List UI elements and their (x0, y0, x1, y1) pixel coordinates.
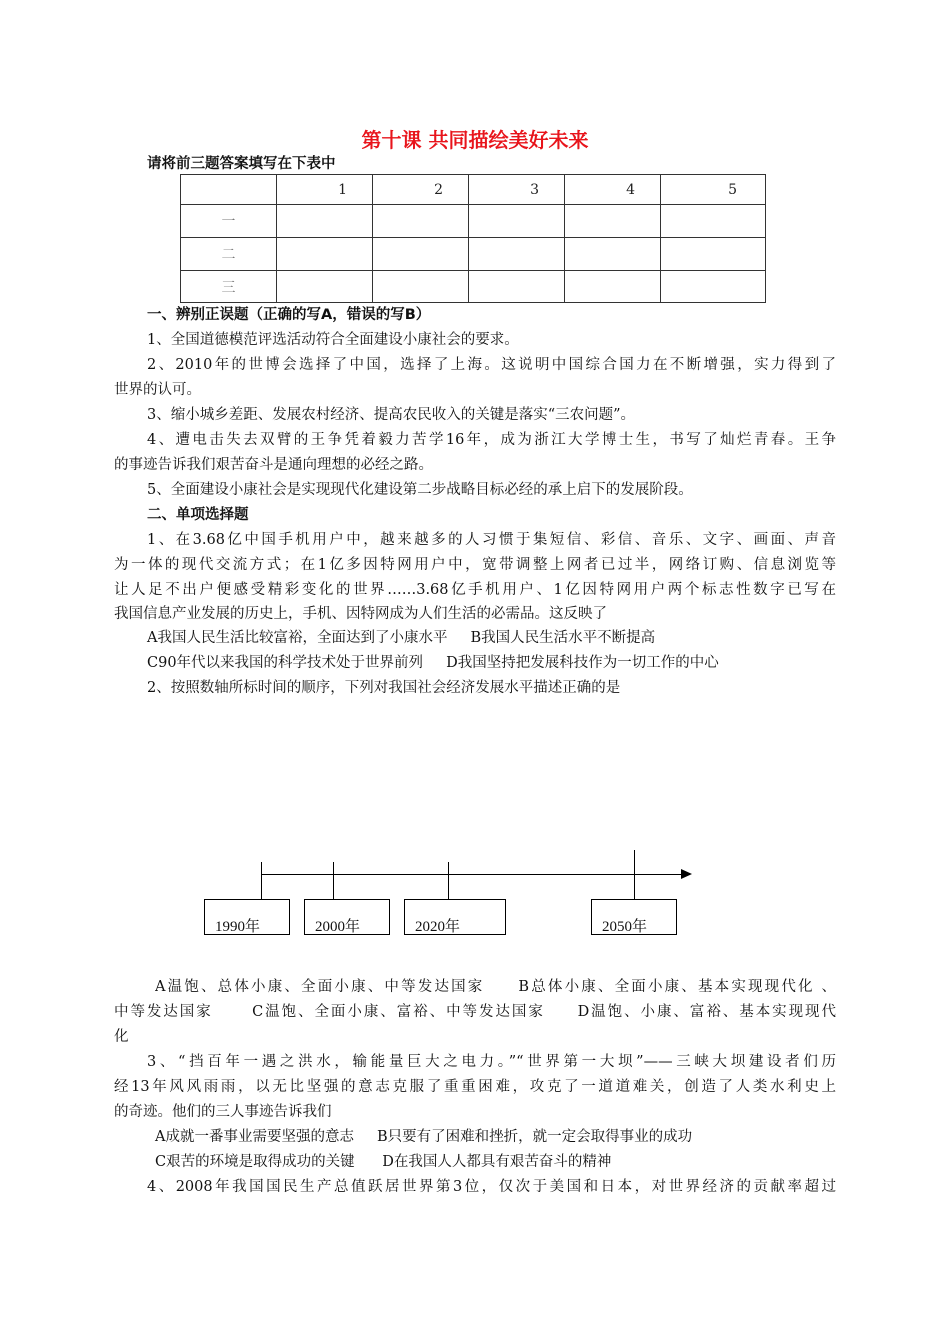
year-box (404, 899, 506, 935)
row-label: 三 (181, 271, 277, 303)
option-line: A我国人民生活比较富裕，全面达到了小康水平 B我国人民生活水平不断提高 (147, 630, 656, 646)
answer-cell[interactable] (469, 205, 565, 238)
option-line: C艰苦的环境是取得成功的关键 D在我国人人都具有艰苦奋斗的精神 (155, 1154, 612, 1170)
year-label: 2050年 (602, 919, 648, 935)
timeline-tick (333, 862, 334, 899)
year-label: 1990年 (215, 919, 261, 935)
option-line: 中等发达国家 C温饱、全面小康、富裕、中等发达国家 D温饱、小康、富裕、基本实现现代 (114, 1004, 836, 1020)
page-title: 第十课 共同描绘美好未来 (361, 128, 589, 152)
table-header-cell: 5 (661, 175, 766, 205)
text-line: 世界的认可。 (114, 382, 201, 398)
text-line: 3、“挡百年一遇之洪水，输能量巨大之电力。”“世界第一大坝”——三峡大坝建设者们历 (147, 1054, 836, 1070)
answer-cell[interactable] (661, 238, 766, 271)
table-header-cell (181, 175, 277, 205)
text-line: 1、在3.68亿中国手机用户中，越来越多的人习惯于集短信、彩信、音乐、文字、画面、声音 (147, 532, 836, 548)
timeline-tick (448, 862, 449, 899)
table-header-cell: 4 (565, 175, 661, 205)
row-label: 二 (181, 238, 277, 271)
answer-table (180, 174, 766, 303)
year-box (204, 899, 290, 935)
text-line: 5、全面建设小康社会是实现现代化建设第二步战略目标必经的承上启下的发展阶段。 (147, 482, 693, 498)
row-label: 一 (181, 205, 277, 238)
answer-cell[interactable] (277, 271, 373, 303)
answer-cell[interactable] (373, 271, 469, 303)
answer-cell[interactable] (373, 238, 469, 271)
answer-cell[interactable] (469, 238, 565, 271)
instruction: 请将前三题答案填写在下表中 (147, 156, 336, 172)
timeline-axis (261, 874, 681, 875)
text-line: 经13年风风雨雨，以无比坚强的意志克服了重重困难，攻克了一道道难关，创造了人类水利史上 (114, 1079, 836, 1095)
section1-heading: 一、辨别正误题（正确的写A，错误的写B） (147, 307, 431, 323)
answer-cell[interactable] (565, 271, 661, 303)
answer-cell[interactable] (661, 271, 766, 303)
option-line: 化 (114, 1029, 129, 1045)
text-line: 4、2008年我国国民生产总值跃居世界第3位，仅次于美国和日本，对世界经济的贡献率超过 (147, 1179, 836, 1195)
text-line: 2、按照数轴所标时间的顺序，下列对我国社会经济发展水平描述正确的是 (147, 680, 621, 696)
answer-cell[interactable] (565, 238, 661, 271)
table-header-cell: 1 (277, 175, 373, 205)
answer-cell[interactable] (373, 205, 469, 238)
answer-cell[interactable] (661, 205, 766, 238)
arrow-head-icon (681, 869, 692, 879)
text-line: 的奇迹。他们的三人事迹告诉我们 (114, 1104, 332, 1120)
text-line: 我国信息产业发展的历史上，手机、因特网成为人们生活的必需品。这反映了 (114, 606, 607, 622)
option-line: C90年代以来我国的科学技术处于世界前列 D我国坚持把发展科技作为一切工作的中心 (147, 655, 719, 671)
text-line: 为一体的现代交流方式；在1亿多因特网用户中，宽带调整上网者已过半，网络订购、信息浏览等 (114, 557, 836, 573)
text-line: 4、遭电击失去双臂的王争凭着毅力苦学16年，成为浙江大学博士生，书写了灿烂青春。王争 (147, 432, 836, 448)
year-box (591, 899, 677, 935)
text-line: 3、缩小城乡差距、发展农村经济、提高农民收入的关键是落实“三农问题”。 (147, 407, 636, 423)
text-line: 2、2010年的世博会选择了中国，选择了上海。这说明中国综合国力在不断增强，实力得到了 (147, 357, 836, 373)
text-line: 1、全国道德模范评选活动符合全面建设小康社会的要求。 (147, 332, 519, 348)
answer-cell[interactable] (469, 271, 565, 303)
option-line: A成就一番事业需要坚强的意志 B只要有了困难和挫折，就一定会取得事业的成功 (155, 1129, 693, 1145)
year-box (304, 899, 390, 935)
option-line: A温饱、总体小康、全面小康、中等发达国家 B总体小康、全面小康、基本实现现代化 、 (155, 979, 836, 995)
timeline-tick (261, 862, 262, 899)
text-line: 的事迹告诉我们艰苦奋斗是通向理想的必经之路。 (114, 457, 433, 473)
table-header-cell: 2 (373, 175, 469, 205)
answer-cell[interactable] (277, 238, 373, 271)
year-label: 2000年 (315, 919, 361, 935)
text-line: 让人足不出户便感受精彩变化的世界……3.68亿手机用户、1亿因特网用户两个标志性数字已写在 (114, 582, 836, 598)
timeline-tick (634, 850, 635, 899)
answer-cell[interactable] (565, 205, 661, 238)
table-header-cell: 3 (469, 175, 565, 205)
section2-heading: 二、单项选择题 (147, 507, 249, 523)
year-label: 2020年 (415, 919, 461, 935)
answer-cell[interactable] (277, 205, 373, 238)
